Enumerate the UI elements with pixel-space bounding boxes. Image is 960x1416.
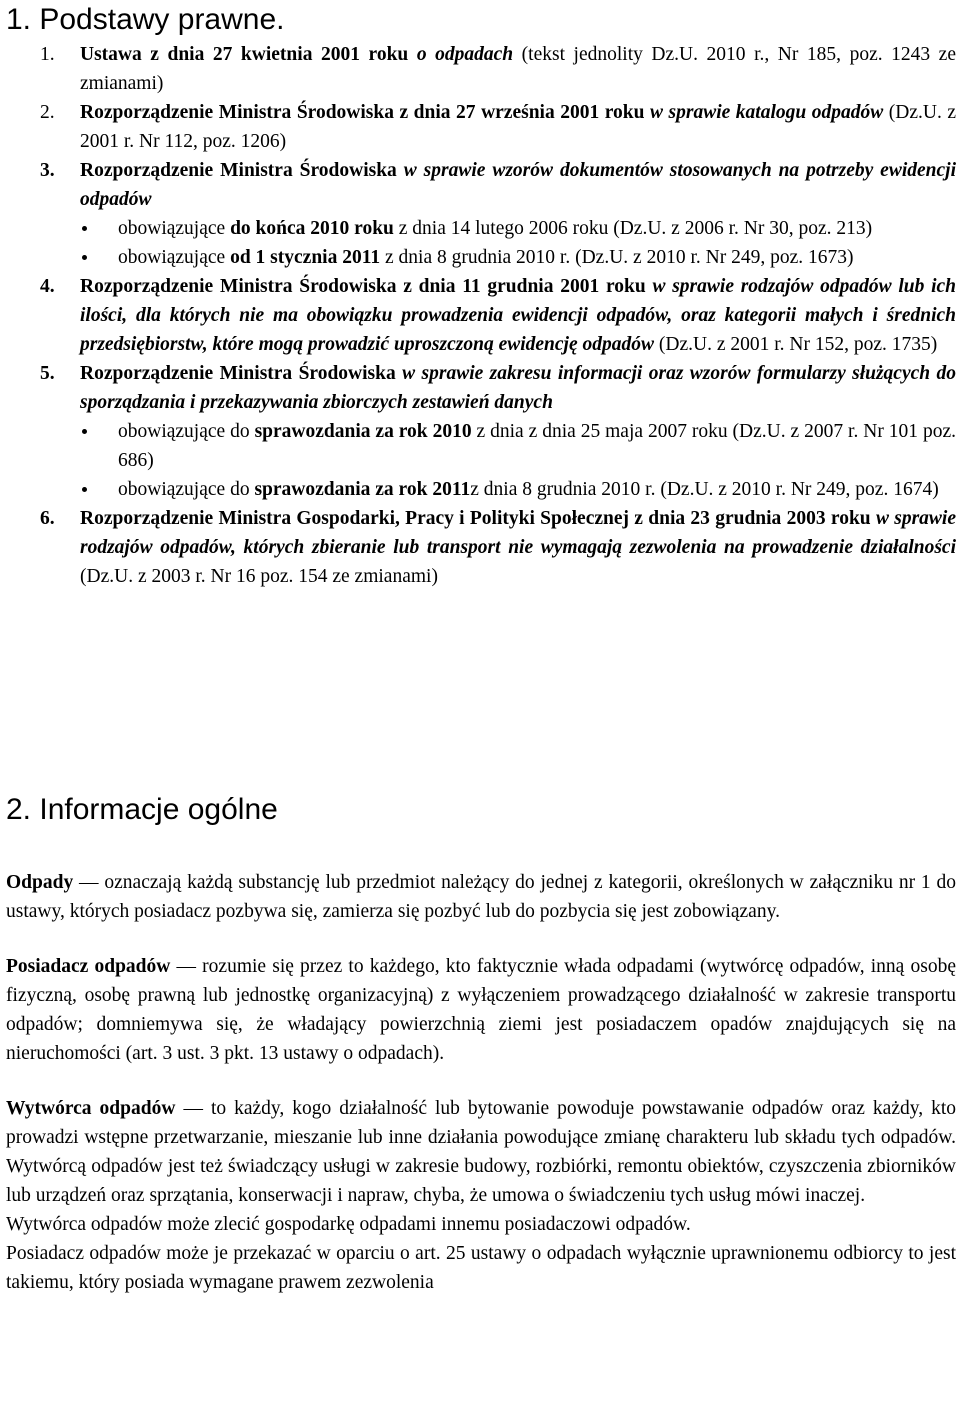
bullet-reference: z dnia 14 lutego 2006 roku (Dz.U. z 2006 r. Nr 30, poz. 213) bbox=[398, 218, 873, 239]
section-title: 2. Informacje ogólne bbox=[6, 793, 278, 826]
law-subject: w sprawie zakresu informacji oraz wzorów formularzy służących do sporządzania i przekazywania zbiorczych zestawień danych bbox=[80, 363, 956, 413]
law-subject: w sprawie katalogu odpadów bbox=[650, 102, 884, 123]
definition-paragraph bbox=[6, 952, 956, 1068]
item-number: 3. bbox=[40, 160, 55, 181]
list-item bbox=[40, 156, 956, 272]
law-title: Rozporządzenie Ministra Środowiska z dnia 27 września 2001 roku bbox=[80, 102, 645, 123]
definition-text: — to każdy, kogo działalność lub bytowanie powoduje powstawanie odpadów oraz każdy, kto prowadzi wstępne przetwarzanie, mieszanie lub inne działania powodujące zmianę charakteru lub składu tych odpadów. Wytwórcą odpadów jest też świadczący usługi w zakresie budowy, rozbiórki, remontu obiektów, czyszczenia zbiorników lub urządzeń oraz sprzątania, konserwacji i napraw, chyba, że umowa o świadczeniu tych usług mówi inaczej. bbox=[6, 1098, 956, 1206]
list-item bbox=[40, 40, 956, 98]
legal-basis-list bbox=[40, 40, 956, 591]
law-reference: (Dz.U. z 2003 r. Nr 16 poz. 154 ze zmianami) bbox=[80, 566, 438, 587]
law-reference: (tekst jednolity Dz.U. 2010 r., Nr 185, poz. 1243 ze zmianami) bbox=[80, 44, 956, 94]
bullet-emphasis: do końca 2010 roku bbox=[230, 218, 394, 239]
definition-term: Wytwórca odpadów bbox=[6, 1098, 176, 1119]
bullet-emphasis: sprawozdania za rok 2011 bbox=[254, 479, 471, 500]
definition-text: — oznaczają każdą substancję lub przedmiot należący do jednej z kategorii, określonych w załączniku nr 1 do ustawy, których posiadacz pozbywa się, zamierza się pozbyć lub do pozbycia się jest zobowiązany. bbox=[6, 872, 956, 922]
law-title: Rozporządzenie Ministra Środowiska bbox=[80, 160, 397, 181]
body-line: Wytwórca odpadów może zlecić gospodarkę odpadami innemu posiadaczowi odpadów. bbox=[6, 1214, 691, 1235]
law-subject: w sprawie rodzajów odpadów lub ich ilości, dla których nie ma obowiązku prowadzenia ewidencji odpadów, oraz kategorii małych i średnich przedsiębiorstw, które mogą prowadzić uproszczoną ewidencję odpadów bbox=[80, 276, 956, 355]
version-list bbox=[80, 417, 956, 504]
definition-text: — rozumie się przez to każdego, kto faktycznie włada odpadami (wytwórcę odpadów, inną osobę fizyczną, osobę prawną lub jednostkę organizacyjną) z wyłączeniem prowadzącego działalność w zakresie transportu odpadów; domniemywa się, że władający powierzchnią ziemi jest posiadaczem opadów znajdujących się na nieruchomości (art. 3 ust. 3 pkt. 13 ustawy o odpadach). bbox=[6, 956, 956, 1064]
list-item bbox=[40, 359, 956, 504]
list-item bbox=[80, 243, 956, 272]
bullet-text: obowiązujące bbox=[118, 218, 226, 239]
definition-paragraph bbox=[6, 1094, 956, 1210]
bullet-reference: z dnia 8 grudnia 2010 r. (Dz.U. z 2010 r. Nr 249, poz. 1674) bbox=[470, 479, 939, 500]
law-title: Rozporządzenie Ministra Gospodarki, Pracy i Polityki Społecznej z dnia 23 grudnia 2003 roku bbox=[80, 508, 871, 529]
version-list bbox=[80, 214, 956, 272]
body-line: Posiadacz odpadów może je przekazać w oparciu o art. 25 ustawy o odpadach wyłącznie uprawnionemu odbiorcy to jest takiemu, który posiada wymagane prawem zezwolenia bbox=[6, 1243, 956, 1293]
law-reference: (Dz.U. z 2001 r. Nr 152, poz. 1735) bbox=[658, 334, 938, 355]
definitions bbox=[6, 868, 956, 1297]
item-number: 6. bbox=[40, 508, 55, 529]
list-item bbox=[40, 272, 956, 359]
list-item bbox=[80, 417, 956, 475]
item-number: 1. bbox=[40, 44, 55, 65]
definition-paragraph bbox=[6, 868, 956, 926]
law-subject: o odpadach bbox=[416, 44, 514, 65]
law-title: Ustawa z dnia 27 kwietnia 2001 roku bbox=[80, 44, 409, 65]
section-title: 1. Podstawy prawne. bbox=[6, 3, 285, 36]
law-title: Rozporządzenie Ministra Środowiska z dnia 11 grudnia 2001 roku bbox=[80, 276, 646, 297]
law-subject: w sprawie rodzajów odpadów, których zbieranie lub transport nie wymagają zezwolenia na prowadzenie działalności bbox=[80, 508, 956, 558]
bullet-text: obowiązujące bbox=[118, 247, 226, 268]
bullet-reference: z dnia 8 grudnia 2010 r. (Dz.U. z 2010 r. Nr 249, poz. 1673) bbox=[385, 247, 854, 268]
definition-term: Odpady bbox=[6, 872, 74, 893]
law-title: Rozporządzenie Ministra Środowiska bbox=[80, 363, 396, 384]
list-item bbox=[40, 504, 956, 591]
bullet-emphasis: sprawozdania za rok 2010 bbox=[254, 421, 472, 442]
bullet-text: obowiązujące do bbox=[118, 479, 250, 500]
item-number: 4. bbox=[40, 276, 55, 297]
definition-term: Posiadacz odpadów bbox=[6, 956, 171, 977]
item-number: 2. bbox=[40, 102, 55, 123]
list-item bbox=[80, 475, 956, 504]
law-subject: w sprawie wzorów dokumentów stosowanych na potrzeby ewidencji odpadów bbox=[80, 160, 956, 210]
list-item bbox=[80, 214, 956, 243]
item-number: 5. bbox=[40, 363, 55, 384]
bullet-text: obowiązujące do bbox=[118, 421, 250, 442]
bullet-reference: z dnia z dnia 25 maja 2007 roku (Dz.U. z 2007 r. Nr 101 poz. 686) bbox=[118, 421, 956, 471]
list-item bbox=[40, 98, 956, 156]
law-reference: (Dz.U. z 2001 r. Nr 112, poz. 1206) bbox=[80, 102, 956, 152]
bullet-emphasis: od 1 stycznia 2011 bbox=[230, 247, 381, 268]
